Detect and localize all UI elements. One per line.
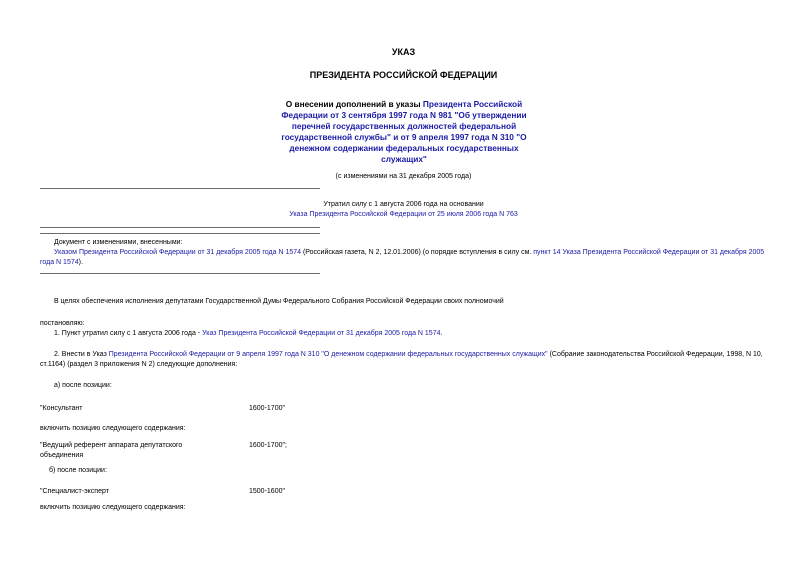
position-2-value: 1600-1700"; — [249, 442, 287, 449]
title-link[interactable]: Президента Российской Федерации от 3 сентября 1997 года N 981 "Об утверждении перечней государственных должностей федеральной государственной службы" и от 9 апреля 1997 года N 310 "О денежном содержании федеральных государственных служащих" — [281, 99, 527, 164]
expired-link[interactable]: Указа Президента Российской Федерации от 25 июля 2006 года N 763 — [289, 211, 518, 218]
divider — [40, 233, 320, 234]
purpose-paragraph: В целях обеспечения исполнения депутатами Государственной Думы Федерального Собрания Российской Федерации своих полномочий — [54, 298, 504, 305]
changes-text — [40, 248, 772, 268]
item-1-link[interactable]: Указ Президента Российской Федерации от 31 декабря 2005 года N 1574 — [202, 330, 441, 337]
document-title — [268, 99, 540, 165]
position-3-value: 1500-1600" — [249, 488, 285, 495]
document-issuer: ПРЕЗИДЕНТА РОССИЙСКОЙ ФЕДЕРАЦИИ — [309, 70, 498, 80]
item-1 — [54, 329, 442, 339]
position-1-value: 1600-1700" — [249, 405, 285, 412]
divider — [40, 227, 320, 228]
changes-intro: Документ с изменениями, внесенными: — [54, 239, 183, 246]
expired-link-wrap — [0, 210, 807, 220]
sub-item-a: а) после позиции: — [54, 382, 112, 389]
document-type: УКАЗ — [391, 47, 416, 57]
include-2: включить позицию следующего содержания: — [40, 504, 186, 511]
revision-note: (с изменениями на 31 декабря 2005 года) — [335, 173, 472, 180]
changes-source: (Российская газета, N 2, 12.01.2006) (о порядке вступления в силу см. — [301, 249, 534, 256]
item-2-text: 2. Внести в Указ — [54, 351, 109, 358]
changes-end: ). — [78, 259, 83, 266]
divider — [40, 188, 320, 189]
sub-item-b: б) после позиции: — [49, 467, 107, 474]
position-2-name: "Ведущий референт аппарата депутатского объединения — [40, 442, 183, 459]
item-2 — [40, 350, 772, 370]
position-3-name: "Специалист-эксперт — [40, 488, 109, 495]
item-2-link[interactable]: Президента Российской Федерации от 9 апреля 1997 года N 310 "О денежном содержании федеральных государственных служащих" — [108, 351, 548, 358]
position-1-name: "Консультант — [40, 405, 83, 412]
item-1-text: 1. Пункт утратил силу с 1 августа 2006 года - — [54, 330, 203, 337]
include-1: включить позицию следующего содержания: — [40, 425, 186, 432]
item-2-end: (Собрание законодательства Российской Федерации, 1998, N 10, ст.1164) (раздел 3 приложения N 2) следующие дополнения: — [40, 351, 763, 368]
decree-word: постановляю: — [40, 320, 85, 327]
changes-link-point[interactable]: пункт 14 Указа Президента Российской Федерации от 31 декабря 2005 года N 1574 — [40, 249, 765, 266]
item-1-end: . — [440, 330, 443, 337]
title-prefix: О внесении дополнений в указы — [285, 99, 423, 109]
changes-link-decree[interactable]: Указом Президента Российской Федерации от 31 декабря 2005 года N 1574 — [54, 249, 302, 256]
divider — [40, 273, 320, 274]
expired-text: Утратил силу с 1 августа 2006 года на основании — [323, 201, 484, 208]
